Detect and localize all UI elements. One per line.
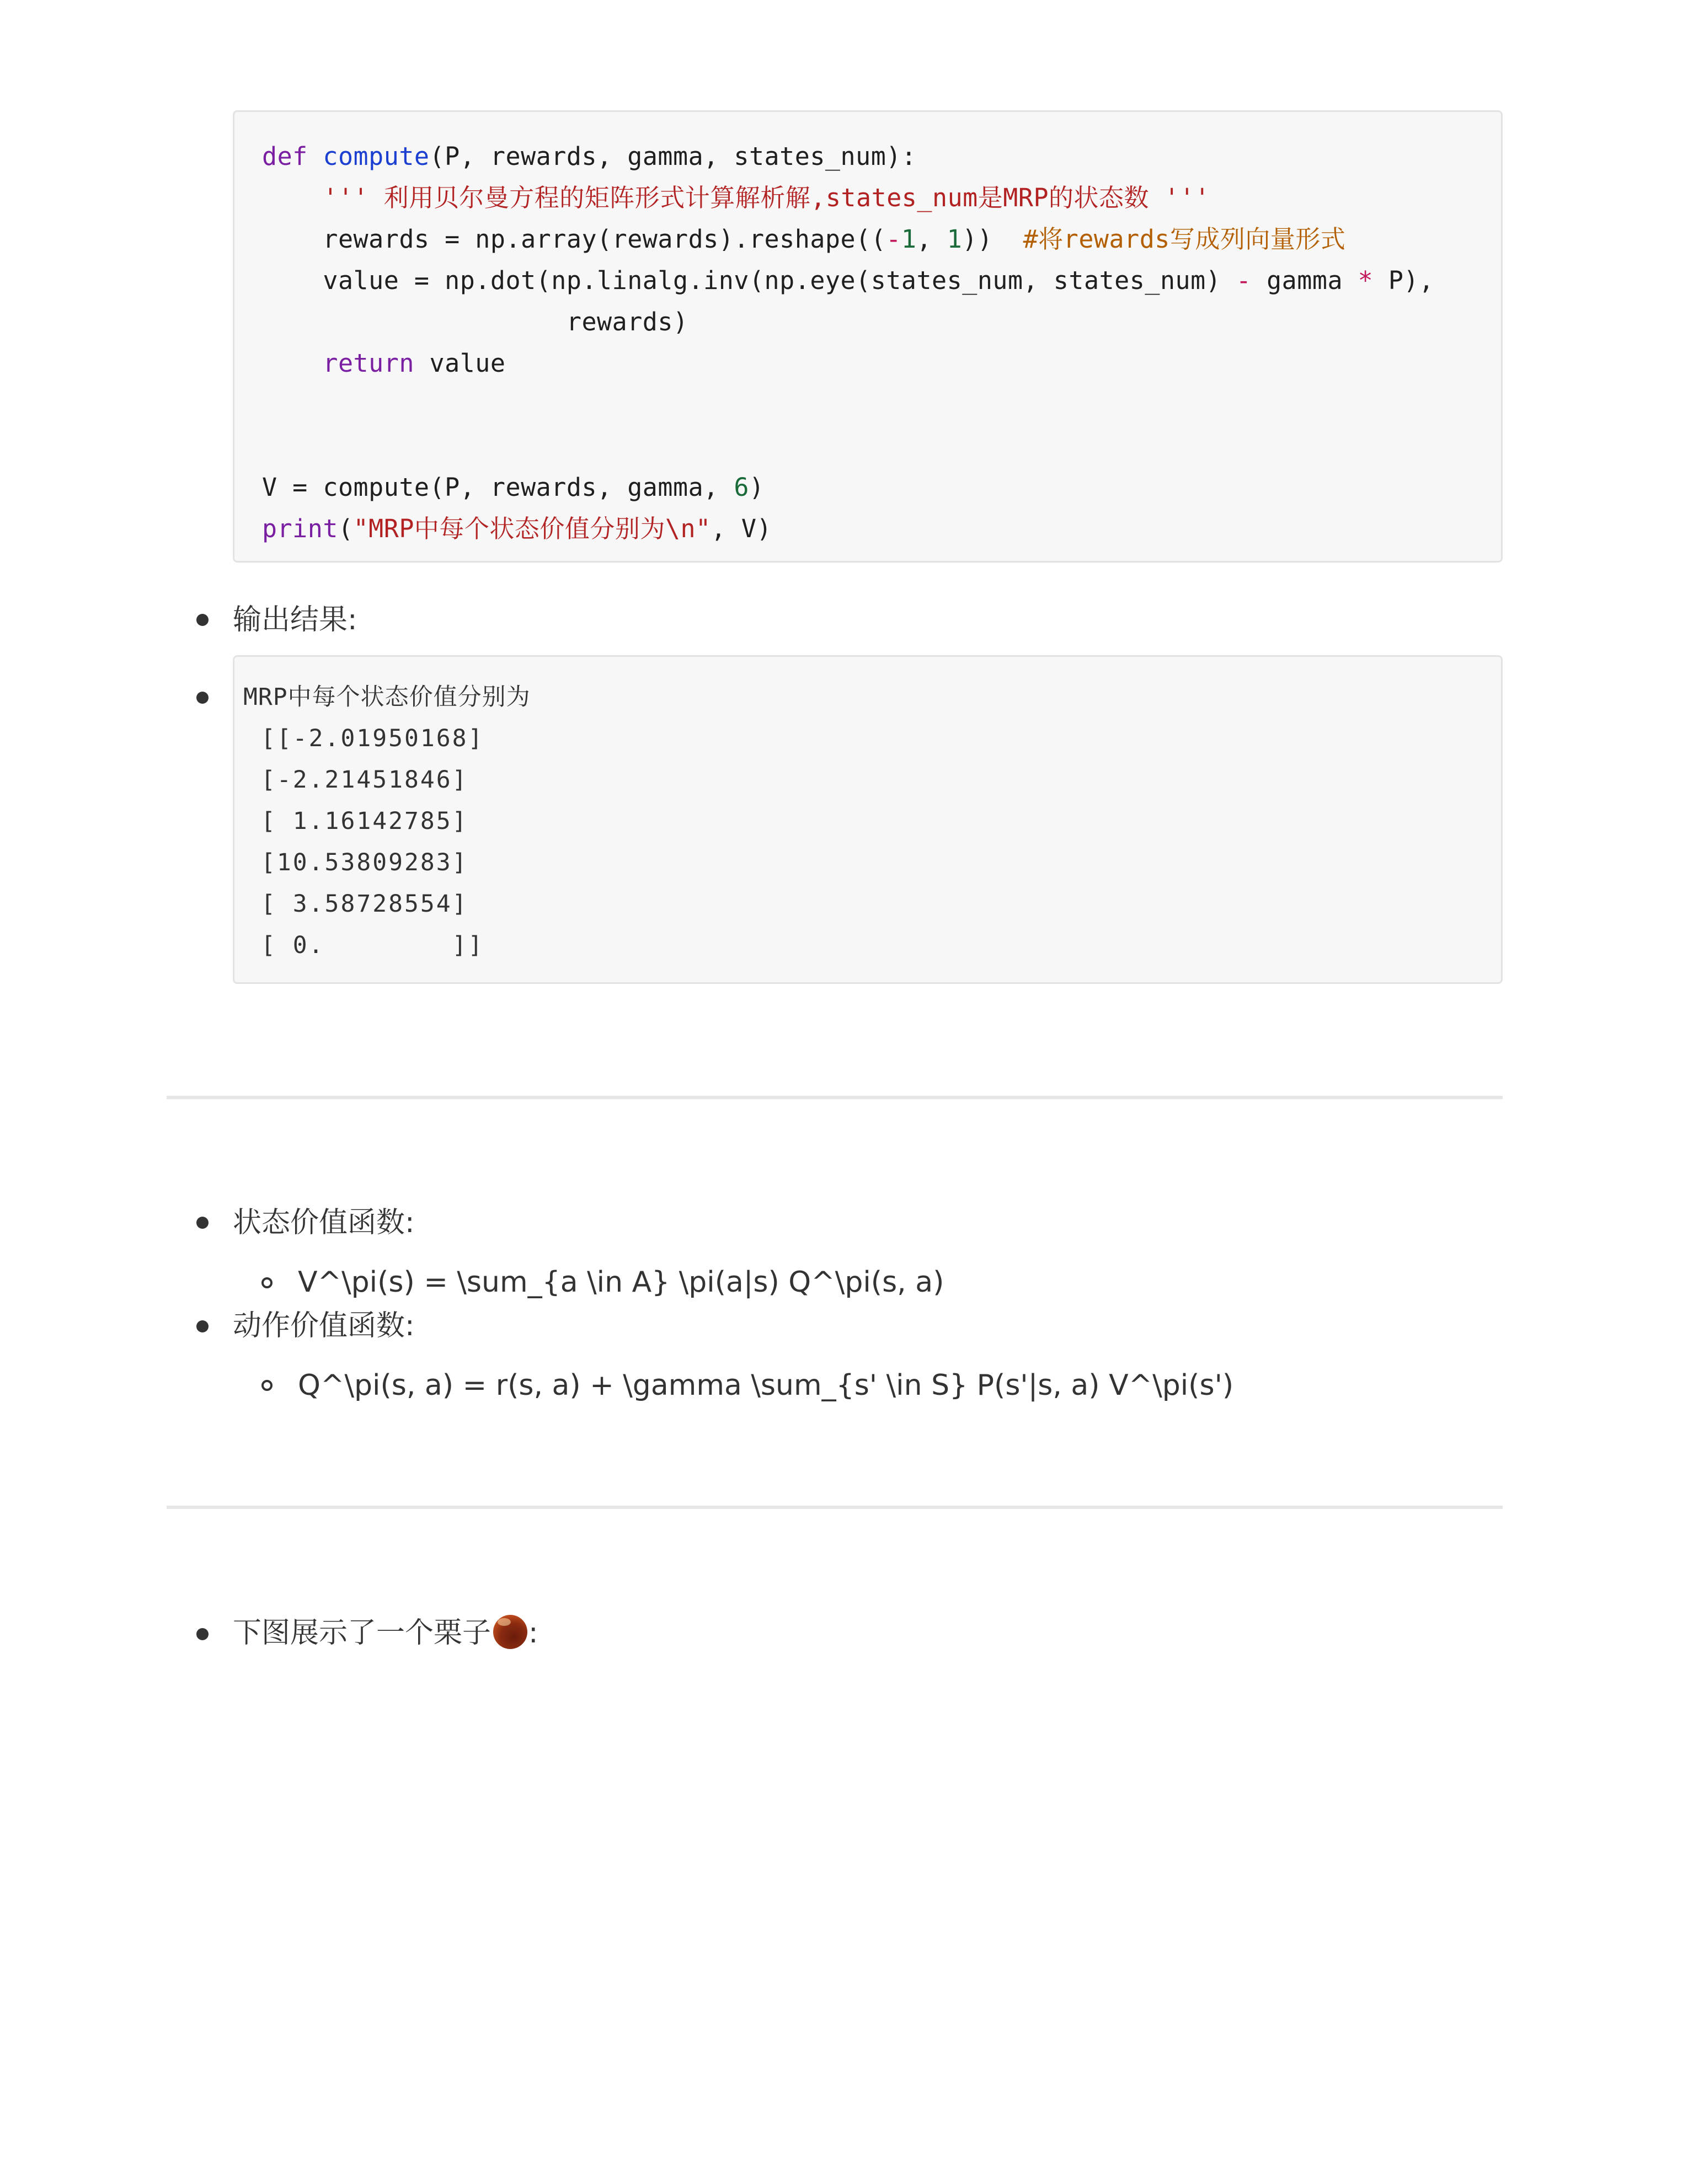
code-line-3: rewards = np.array(rewards).reshape((-1, 1)) #将rewards写成列向量形式 — [262, 224, 1346, 254]
code-line-9: print("MRP中每个状态价值分别为\n", V) — [262, 514, 772, 543]
code-line-4: value = np.dot(np.linalg.inv(np.eye(states_num, states_num) - gamma * P), — [262, 266, 1434, 295]
bullet-dot — [196, 1320, 209, 1332]
horizontal-divider — [167, 1506, 1503, 1509]
keyword-def: def — [262, 142, 308, 171]
state-value-formula: V^\pi(s) = \sum_{a \in A} \pi(a|s) Q^\pi(s, a) — [298, 1266, 944, 1299]
horizontal-divider — [167, 1096, 1503, 1099]
output-line: MRP中每个状态价值分别为 — [243, 683, 531, 711]
bullet-dot — [196, 614, 209, 626]
code-line-2: ''' 利用贝尔曼方程的矩阵形式计算解析解,states_num是MRP的状态数 ''' — [262, 183, 1210, 212]
output-line: [-2.21451846] — [261, 766, 468, 794]
action-value-formula: Q^\pi(s, a) = r(s, a) + \gamma \sum_{s' \in S} P(s'|s, a) V^\pi(s') — [298, 1369, 1234, 1402]
output-line: [10.53809283] — [261, 849, 468, 876]
output-line: [[-2.01950168] — [261, 725, 484, 752]
output-line: [ 0. ]] — [261, 932, 484, 959]
code-comment: #将rewards写成列向量形式 — [1023, 224, 1346, 254]
example-text-line: 下图展示了一个栗子 : — [233, 1614, 538, 1652]
code-block — [233, 110, 1503, 563]
example-text: 下图展示了一个栗子 — [233, 1616, 492, 1650]
bullet-dot — [196, 1217, 209, 1229]
action-value-label: 动作价值函数: — [233, 1309, 415, 1342]
code-line-5: rewards) — [262, 307, 688, 336]
bullet-dot — [196, 692, 209, 704]
chestnut-icon — [493, 1615, 527, 1649]
sub-bullet-circle — [261, 1380, 273, 1391]
keyword-print: print — [262, 514, 338, 543]
output-line: [ 1.16142785] — [261, 807, 468, 835]
function-name: compute — [323, 142, 430, 171]
keyword-return: return — [323, 349, 414, 378]
function-signature: (P, rewards, gamma, states_num): — [429, 142, 917, 171]
sub-bullet-circle — [261, 1277, 273, 1288]
bullet-dot — [196, 1628, 209, 1640]
code-line-6: return value — [323, 349, 506, 378]
state-value-label: 状态价值函数: — [233, 1206, 415, 1239]
output-line: [ 3.58728554] — [261, 890, 468, 918]
output-label: 输出结果: — [233, 603, 357, 636]
code-line-1 — [262, 136, 916, 177]
code-line-8: V = compute(P, rewards, gamma, 6) — [262, 473, 765, 502]
output-block — [233, 655, 1503, 984]
